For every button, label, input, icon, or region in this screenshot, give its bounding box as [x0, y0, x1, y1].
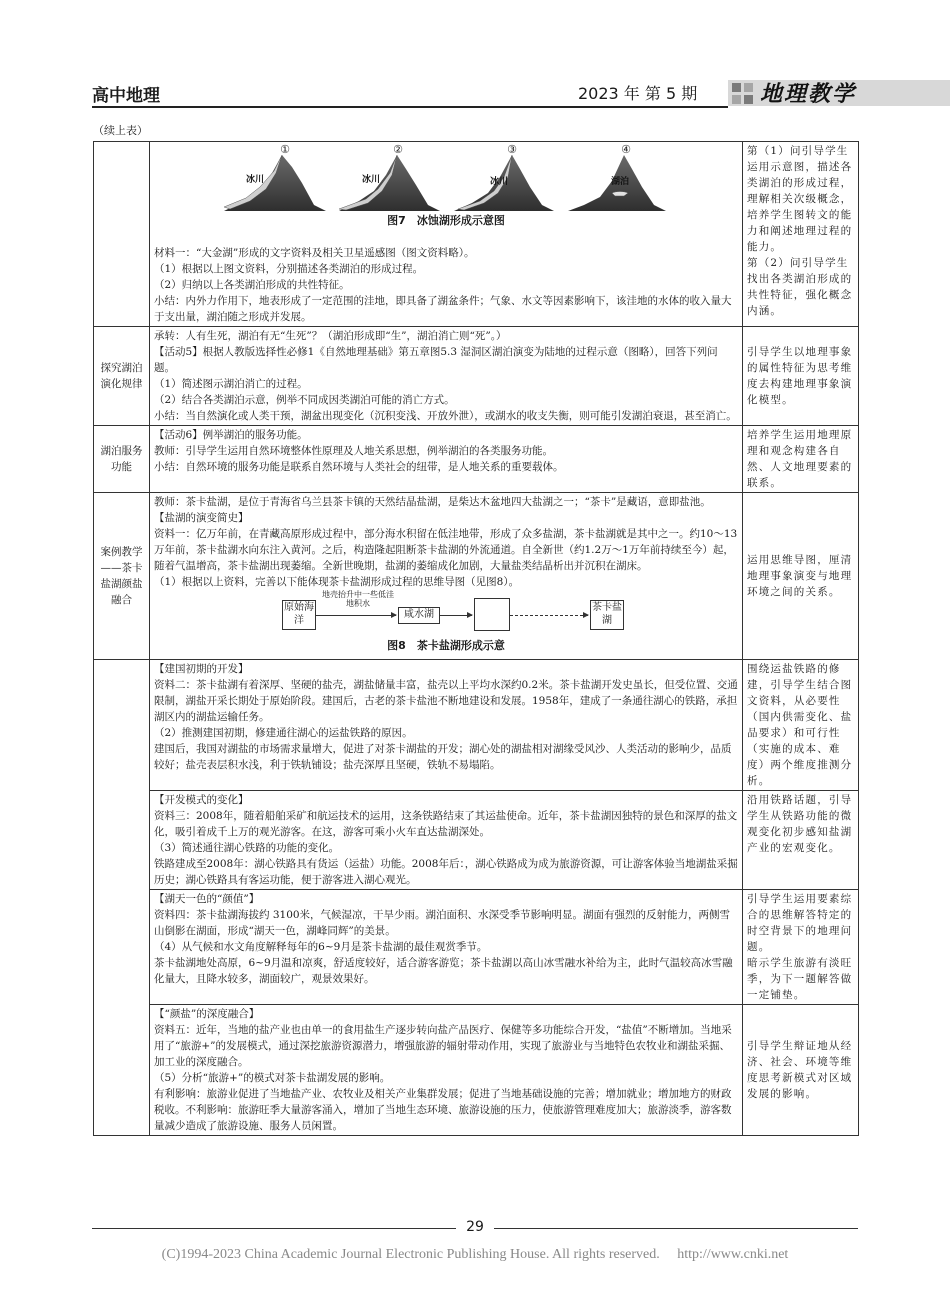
issue-label: 2023 年 第 5 期	[578, 84, 698, 103]
page-number	[0, 1219, 950, 1235]
journal-logo: 地理教学	[760, 81, 857, 107]
journal-section-title: 高中地理	[92, 86, 160, 106]
figure-7	[154, 143, 738, 245]
arrow	[440, 615, 472, 616]
paragraph: 小结：自然环境的服务功能是联系自然环境与人类社会的纽带，是人地关系的重要载体。	[154, 461, 564, 473]
panel-1	[224, 143, 326, 211]
flow-box-salt-lake: 咸水湖	[398, 607, 440, 624]
table-row	[94, 426, 859, 493]
note-text: 引导学生运用要素综合的思维解答特定的时空背景下的地理问题。	[747, 893, 853, 953]
section-cell	[94, 142, 150, 327]
content-cell	[150, 791, 743, 890]
table-row	[94, 890, 859, 1005]
content-cell	[150, 1005, 743, 1136]
panel-label: 湖泊	[610, 177, 630, 187]
note-cell	[743, 660, 859, 791]
note-text: 第（2）问引导学生找出各类湖泊形成的共性特征，强化概念内涵。	[747, 257, 853, 317]
paragraph: （1）根据以上图文资料，分别描述各类湖泊的形成过程。	[154, 263, 424, 275]
page-number-text: 29	[456, 1219, 494, 1235]
paragraph: 资料五：近年，当地的盐产业也由单一的食用盐生产逐步转向盐产品医疗、保健等多功能综合开发，“盐值”不断增加。当地采用了“旅游+”的发展模式，通过深挖旅游资源潜力，增强旅游的辐射带动作用，实现了旅游业与当地特色农牧业和湖盐采掘、加工业的深度融合。	[154, 1024, 732, 1068]
content-cell	[150, 142, 743, 327]
figure-caption: 图7 冰蚀湖形成示意图	[387, 214, 505, 227]
paragraph: （1）根据以上资料，完善以下能体现茶卡盐湖形成过程的思维导图（见图8）。	[154, 576, 520, 588]
note-cell	[743, 890, 859, 1005]
page-header	[0, 75, 950, 109]
paragraph: 【开发模式的变化】	[154, 794, 249, 806]
paragraph: （3）简述通往湖心铁路的功能的变化。	[154, 842, 340, 854]
panel-number: ②	[393, 143, 403, 156]
panel-label: 冰川	[245, 175, 265, 185]
note-cell	[743, 1005, 859, 1136]
paragraph: 资料二：茶卡盐湖有着深厚、坚硬的盐壳，湖盐储量丰富，盐壳以上平均水深约0.2米。茶卡盐湖开发史虽长，但受位置、交通限制，湖盐开采长期处于原始阶段。建国后，古老的茶卡盐池不断地建设和发展。1958年，建成了一条通往湖心的铁路，承担湖区内的湖盐运输任务。	[154, 679, 738, 723]
table-row	[94, 142, 859, 327]
paragraph: 铁路建成至2008年：湖心铁路具有货运（运盐）功能。2008年后：，湖心铁路成为成为旅游资源，可让游客体验当地湖盐采掘历史；湖心铁路具有客运功能，便于游客进入湖心观光。	[154, 858, 738, 886]
flow-box-origin: 原始海洋	[282, 600, 316, 630]
paragraph: 【活动6】例举湖泊的服务功能。	[154, 429, 308, 441]
content-cell	[150, 493, 743, 660]
paragraph: 小结：内外力作用下，地表形成了一定范围的洼地，即具备了湖盆条件；气象、水文等因素影响下，该洼地的水体的收入量大于支出量，湖泊随之形成并发展。	[154, 295, 732, 323]
panel-3	[454, 143, 554, 211]
paragraph: 教师：茶卡盐湖，是位于青海省乌兰县茶卡镇的天然结晶盐湖，是柴达木盆地四大盐湖之一；“茶卡”是藏语，意即盐池。	[154, 496, 711, 508]
note-text: 培养学生运用地理原理和观念构建各自然、人文地理要素的联系。	[747, 429, 853, 489]
arrow-label: 地壳抬升中一些低洼地积水	[322, 590, 394, 608]
paragraph: 【盐湖的演变简史】	[154, 512, 249, 524]
paragraph: 【建国初期的开发】	[154, 663, 249, 675]
note-cell	[743, 493, 859, 660]
note-text: 引导学生以地理事象的属性特征为思考维度去构建地理事象演化模型。	[747, 346, 853, 406]
decor-square	[744, 83, 753, 92]
paragraph: （5）分析“旅游+”的模式对茶卡盐湖发展的影响。	[154, 1072, 391, 1084]
note-text: 暗示学生旅游有淡旺季，为下一题解答做一定铺垫。	[747, 957, 853, 1001]
paragraph: 资料四：茶卡盐湖海拔约 3100米，气候湿凉，干旱少雨。湖泊面积、水深受季节影响明显。湖面有强烈的反射能力，两侧雪山倒影在湖面，形成“湖天一色，湖峰同辉”的美景。	[154, 909, 731, 937]
decor-square	[744, 95, 753, 104]
note-cell	[743, 791, 859, 890]
note-text: 运用思维导图，厘清地理事象演变与地理环境之间的关系。	[747, 554, 853, 598]
section-cell: 案例教学——茶卡盐湖颜盐融合	[94, 493, 150, 660]
paragraph: 教师：引导学生运用自然环境整体性原理及人地关系思想，例举湖泊的各类服务功能。	[154, 445, 553, 457]
panel-number: ④	[621, 143, 631, 156]
figure-8	[154, 592, 738, 658]
content-cell	[150, 327, 743, 426]
table-row	[94, 327, 859, 426]
table-row	[94, 660, 859, 791]
decor-square	[732, 83, 741, 92]
content-cell	[150, 660, 743, 791]
paragraph: （1）简述图示湖泊消亡的过程。	[154, 378, 308, 390]
note-text: 沿用铁路话题，引导学生从铁路功能的微观变化初步感知盐湖产业的宏观变化。	[747, 794, 853, 854]
continued-label: （续上表）	[93, 124, 148, 137]
decor-square	[732, 95, 741, 104]
note-text: 引导学生辩证地从经济、社会、环境等维度思考新模式对区域发展的影响。	[747, 1040, 853, 1100]
paragraph: 小结：当自然演化或人类干预，湖盆出现变化（沉积变浅、开放外泄），或湖水的收支失衡，则可能引发湖泊衰退，甚至消亡。	[154, 410, 737, 422]
panel-label: 冰川	[361, 175, 381, 185]
panel-number: ①	[280, 143, 290, 156]
flow-box-chaka: 茶卡盐湖	[590, 600, 624, 630]
paragraph: （2）推测建国初期，修建通往湖心的运盐铁路的原因。	[154, 727, 413, 739]
figure-caption: 图8 茶卡盐湖形成示意	[387, 639, 505, 652]
flow-box-blank[interactable]	[474, 598, 510, 631]
note-text: 第（1）问引导学生运用示意图，描述各类湖泊的形成过程，理解相关次级概念，培养学生图转文的能力和阐述地理过程的能力。	[747, 145, 853, 253]
paragraph: （4）从气候和水文角度解释每年的6~9月是茶卡盐湖的最佳观赏季节。	[154, 941, 488, 953]
note-cell	[743, 426, 859, 493]
paragraph: 【“颜盐”的深度融合】	[154, 1008, 260, 1020]
arrow	[316, 615, 396, 616]
paragraph: 资料三：2008年，随着船舶采矿和航运技术的运用，这条铁路结束了其运盐使命。近年，茶卡盐湖因独特的景色和深厚的盐文化，吸引着成千上万的观光游客。在这，游客可乘小火车直达盐湖深处。	[154, 810, 738, 838]
paragraph: 建国后，我国对湖盐的市场需求量增大，促进了对茶卡湖盐的开发；湖心处的湖盐相对湖缘受风沙、人类活动的影响少，品质较好；盐壳表层积水浅，利于铁轨铺设；盐壳深厚且坚硬，铁轨不易塌陷。	[154, 743, 732, 771]
table-row	[94, 791, 859, 890]
paragraph: （2）结合各类湖泊示意，例举不同成因类湖泊可能的消亡方式。	[154, 394, 455, 406]
section-cell: 探究湖泊演化规律	[94, 327, 150, 426]
content-cell	[150, 890, 743, 1005]
paragraph: 承转：人有生死，湖泊有无“生死”？（湖泊形成即“生”，湖泊消亡则“死”。）	[154, 330, 507, 342]
paragraph: 材料一：“大金湖”形成的文字资料及相关卫星遥感图（图文资料略）。	[154, 247, 475, 259]
glacier-lake-diagram	[154, 143, 744, 245]
paragraph: 有利影响：旅游业促进了当地盐产业、农牧业及相关产业集群发展；促进了当地基础设施的完善；增加就业；增加地方的财政税收。不利影响：旅游旺季大量游客涌入，增加了当地生态环境、旅游设施的压力，使旅游管理难度加大；旅游淡季，游客数量减少造成了旅游设施、服务人员闲置。	[154, 1088, 732, 1132]
lesson-table	[93, 141, 859, 1136]
content-cell	[150, 426, 743, 493]
note-text: 围绕运盐铁路的修建，引导学生结合图文资料，从必要性（国内供需变化、盐品要求）和可行性（实施的成本、难度）两个维度推测分析。	[747, 663, 853, 787]
panel-number: ③	[507, 143, 517, 156]
panel-4	[568, 143, 666, 211]
panel-label: 冰川	[489, 177, 509, 187]
panel-2	[339, 143, 440, 211]
dashed-arrow	[510, 615, 588, 616]
note-cell	[743, 327, 859, 426]
section-cell	[94, 660, 150, 1136]
paragraph: （2）归纳以上各类湖泊形成的共性特征。	[154, 279, 350, 291]
paragraph: 资料一：亿万年前，在青藏高原形成过程中，部分海水积留在低洼地带，形成了众多盐湖，茶卡盐湖就是其中之一。约10～13万年前，茶卡盐湖水向东注入黄河。之后，构造隆起阻断茶卡盐湖的外流通道。自全新世（约1.2万～1万年前持续至今）起，随着气温增高，茶卡盐湖出现萎缩。全新世晚期，盐湖的萎缩成化加剧，大量盐类结晶析出并沉积在湖床。	[154, 528, 738, 572]
note-cell	[743, 142, 859, 327]
paragraph: 茶卡盐湖地处高原，6~9月温和凉爽，舒适度较好，适合游客游览；茶卡盐湖以高山冰雪融水补给为主，此时气温较高冰雪融化量大，且降水较多，湖面较广，观景效果好。	[154, 957, 733, 985]
table-row	[94, 1005, 859, 1136]
copyright-notice: (C)1994-2023 China Academic Journal Electronic Publishing House. All rights reserved. http://www.cnki.net	[161, 1247, 789, 1262]
header-rule	[92, 106, 728, 108]
paragraph: 【活动5】根据人教版选择性必修1《自然地理基础》第五章图5.3 湿洞区湖泊演变为陆地的过程示意（图略），回答下列问题。	[154, 346, 718, 374]
section-cell: 湖泊服务功能	[94, 426, 150, 493]
paragraph: 【湖天一色的“颜值”】	[154, 893, 260, 905]
table-row	[94, 493, 859, 660]
